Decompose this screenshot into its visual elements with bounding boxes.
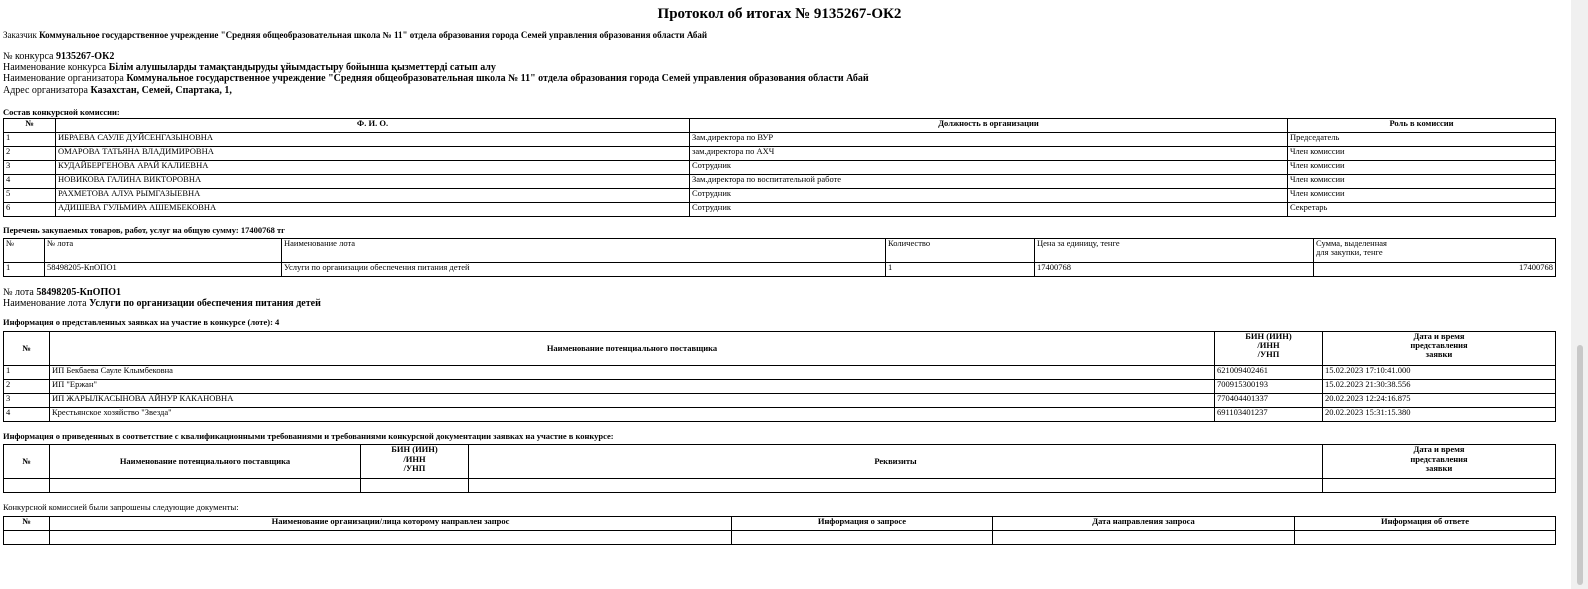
- header-no: №: [4, 445, 50, 479]
- cell-bin: 691103401237: [1215, 407, 1323, 421]
- cell-no: 1: [4, 365, 50, 379]
- contest-no-label: № конкурса: [3, 51, 54, 63]
- cell-role: Член комиссии: [1288, 147, 1556, 161]
- lot-name-label: Наименование лота: [3, 298, 87, 310]
- organizer-name: Коммунальное государственное учреждение "Средняя общеобразовательная школа № 11" отдела образования города Семей управления образования области Абай: [126, 73, 869, 85]
- cell-supplier: ИП "Ержан": [50, 379, 1215, 393]
- cell-fio: АДИШЕВА ГУЛЬМИРА АШЕМБЕКОВНА: [56, 203, 690, 217]
- goods-table: [3, 238, 1556, 277]
- cell-supplier: Крестьянское хозяйство "Звезда": [50, 407, 1215, 421]
- cell-no: 6: [4, 203, 56, 217]
- requests-heading: Конкурсной комиссией были запрошены следующие документы:: [3, 502, 239, 513]
- cell-no: 2: [4, 379, 50, 393]
- table-row: [4, 262, 1556, 276]
- cell-position: Сотрудник: [690, 161, 1288, 175]
- page-title: Протокол об итогах № 9135267-ОК2: [657, 6, 902, 22]
- cell-date: 20.02.2023 15:31:15.380: [1323, 407, 1556, 421]
- header-supplier: Наименование потенциального поставщика: [50, 445, 361, 479]
- cell-role: Член комиссии: [1288, 175, 1556, 189]
- header-role: Роль в комиссии: [1288, 119, 1556, 133]
- cell-fio: ОМАРОВА ТАТЬЯНА ВЛАДИМИРОВНА: [56, 147, 690, 161]
- table-row: [4, 365, 1556, 379]
- cell-no: 3: [4, 161, 56, 175]
- table-row: [4, 203, 1556, 217]
- customer-label: Заказчик: [3, 30, 37, 40]
- contest-info: [3, 51, 1556, 96]
- contest-name: Білім алушыларды тамақтандыруды ұйымдастыру бойынша қызметтерді сатып алу: [108, 62, 496, 74]
- cell-lot-name: Услуги по организации обеспечения питания детей: [282, 262, 886, 276]
- cell-no: 1: [4, 262, 45, 276]
- requests-table: [3, 516, 1556, 545]
- cell-no: 3: [4, 393, 50, 407]
- header-date: Дата и время представления заявки: [1323, 445, 1556, 479]
- cell-quantity: 1: [886, 262, 1035, 276]
- address-label: Адрес организатора: [3, 84, 88, 96]
- cell-date: 20.02.2023 12:24:16.875: [1323, 393, 1556, 407]
- header-requisites: Реквизиты: [469, 445, 1323, 479]
- cell-fio: ИБРАЕВА САУЛЕ ДУЙСЕНГАЗЫНОВНА: [56, 133, 690, 147]
- table-row: [4, 379, 1556, 393]
- applications-heading: Информация о представленных заявках на участие в конкурсе (лоте): 4: [3, 317, 280, 328]
- table-row: [4, 189, 1556, 203]
- contest-no: 9135267-ОК2: [55, 51, 115, 63]
- table-row: [4, 393, 1556, 407]
- header-sum: Сумма, выделенная для закупки, тенге: [1314, 238, 1556, 262]
- contest-name-label: Наименование конкурса: [3, 62, 107, 74]
- header-fio: Ф. И. О.: [56, 119, 690, 133]
- header-no: №: [4, 516, 50, 530]
- goods-heading: Перечень закупаемых товаров, работ, услуг на общую сумму: 17400768 тг: [3, 225, 285, 236]
- cell-position: Зам.директора по воспитательной работе: [690, 175, 1288, 189]
- table-row: [4, 147, 1556, 161]
- commission-heading: Состав конкурсной комиссии:: [3, 106, 120, 117]
- table-row: [4, 407, 1556, 421]
- header-response-info: Информация об ответе: [1295, 516, 1556, 530]
- organizer-label: Наименование организатора: [3, 73, 124, 85]
- cell-date: 15.02.2023 21:30:38.556: [1323, 379, 1556, 393]
- cell-position: Сотрудник: [690, 189, 1288, 203]
- cell-no: 1: [4, 133, 56, 147]
- cell-role: Председатель: [1288, 133, 1556, 147]
- cell-no: 2: [4, 147, 56, 161]
- header-quantity: Количество: [886, 238, 1035, 262]
- cell-position: Зам.директора по ВУР: [690, 133, 1288, 147]
- header-request-info: Информация о запросе: [732, 516, 993, 530]
- cell-role: Член комиссии: [1288, 189, 1556, 203]
- cell-lot-no: 58498205-КпОПО1: [45, 262, 282, 276]
- qualified-table: [3, 444, 1556, 493]
- cell-date: 15.02.2023 17:10:41.000: [1323, 365, 1556, 379]
- header-no: №: [4, 238, 45, 262]
- lot-no: 58498205-КпОПО1: [36, 286, 122, 298]
- header-unit-price: Цена за единицу, тенге: [1035, 238, 1314, 262]
- cell-supplier: ИП Бекбаева Сауле Клымбековна: [50, 365, 1215, 379]
- customer-line: [3, 30, 1556, 40]
- lot-info: [3, 287, 1556, 309]
- cell-position: зам.директора по АХЧ: [690, 147, 1288, 161]
- cell-unit-price: 17400768: [1035, 262, 1314, 276]
- cell-supplier: ИП ЖАРЫЛКАСЫНОВА АЙНУР КАКАНОВНА: [50, 393, 1215, 407]
- header-position: Должность в организации: [690, 119, 1288, 133]
- lot-no-label: № лота: [3, 286, 34, 298]
- organizer-address: Казахстан, Семей, Спартака, 1,: [90, 84, 232, 96]
- cell-no: 4: [4, 175, 56, 189]
- vertical-scrollbar[interactable]: [1571, 0, 1588, 589]
- header-lot-name: Наименование лота: [282, 238, 886, 262]
- table-row: [4, 479, 1556, 493]
- scrollbar-thumb[interactable]: [1577, 345, 1583, 585]
- cell-role: Секретарь: [1288, 203, 1556, 217]
- table-row: [4, 530, 1556, 544]
- cell-no: 5: [4, 189, 56, 203]
- customer-value: Коммунальное государственное учреждение "Средняя общеобразовательная школа № 11" отдела образования города Семей управления образования области Абай: [39, 30, 708, 40]
- cell-bin: 621009402461: [1215, 365, 1323, 379]
- table-row: [4, 175, 1556, 189]
- header-date: Дата и время представления заявки: [1323, 331, 1556, 365]
- lot-name: Услуги по организации обеспечения питания детей: [89, 298, 321, 310]
- cell-bin: 770404401337: [1215, 393, 1323, 407]
- cell-position: Сотрудник: [690, 203, 1288, 217]
- header-no: №: [4, 119, 56, 133]
- table-row: [4, 161, 1556, 175]
- cell-fio: РАХМЕТОВА АЛУА РЫМГАЗЫЕВНА: [56, 189, 690, 203]
- cell-role: Член комиссии: [1288, 161, 1556, 175]
- cell-bin: 700915300193: [1215, 379, 1323, 393]
- cell-fio: НОВИКОВА ГАЛИНА ВИКТОРОВНА: [56, 175, 690, 189]
- protocol-page: [3, 0, 1556, 545]
- header-organization: Наименование организации/лица которому направлен запрос: [50, 516, 732, 530]
- header-bin: БИН (ИИН) /ИНН /УНП: [361, 445, 469, 479]
- cell-sum: 17400768: [1314, 262, 1556, 276]
- qualified-heading: Информация о приведенных в соответствие с квалификационными требованиями и требованиями конкурсной документации заявках на участие в конкурсе:: [3, 430, 614, 441]
- applications-table: [3, 331, 1556, 422]
- header-request-date: Дата направления запроса: [993, 516, 1295, 530]
- header-supplier: Наименование потенциального поставщика: [50, 331, 1215, 365]
- header-no: №: [4, 331, 50, 365]
- cell-no: 4: [4, 407, 50, 421]
- commission-table: [3, 118, 1556, 217]
- header-lot-no: № лота: [45, 238, 282, 262]
- table-row: [4, 133, 1556, 147]
- cell-fio: КУДАЙБЕРГЕНОВА АРАЙ КАЛИЕВНА: [56, 161, 690, 175]
- header-bin: БИН (ИИН) /ИНН /УНП: [1215, 331, 1323, 365]
